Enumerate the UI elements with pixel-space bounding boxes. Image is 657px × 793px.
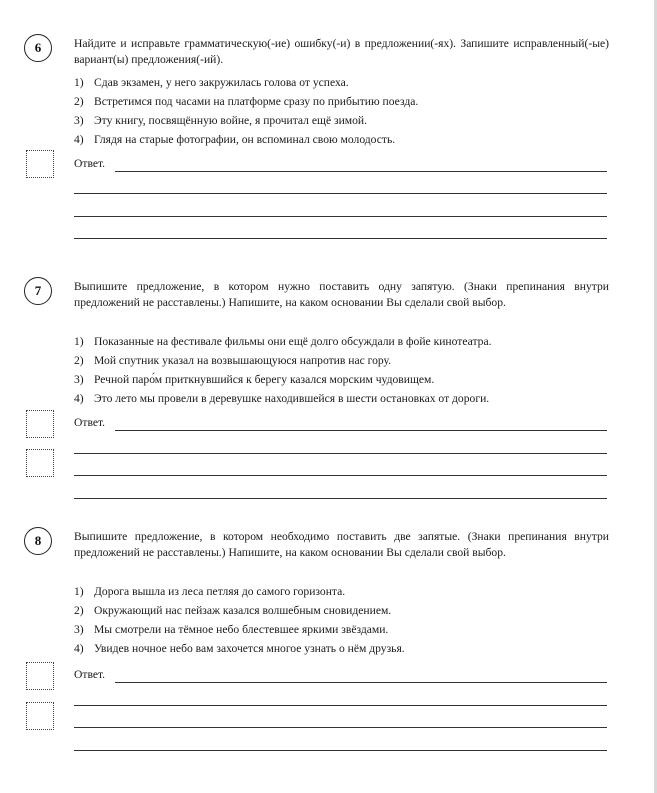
answer-line[interactable] [74, 475, 607, 476]
score-box[interactable] [26, 410, 54, 438]
task-prompt: Найдите и исправьте грамматическую(-ие) ошибку(-и) в предложении(-ях). Запишите исправленный(-ые) вариант(ы) предложения(-ий). [74, 37, 609, 66]
answer-line[interactable] [74, 727, 607, 728]
answer-label: Ответ. [74, 157, 106, 170]
score-box[interactable] [26, 150, 54, 178]
answer-line[interactable] [74, 193, 607, 194]
option-item: 1) Сдав экзамен, у него закружилась голова от успеха. [74, 76, 349, 89]
option-item: 1) Дорога вышла из леса петляя до самого горизонта. [74, 585, 346, 598]
option-item: 4) Глядя на старые фотографии, он вспоминал свою молодость. [74, 133, 396, 146]
option-list [74, 582, 614, 658]
answer-line[interactable] [74, 498, 607, 499]
answer-line[interactable] [74, 453, 607, 454]
option-item: 2) Встретимся под часами на платформе сразу по прибытию поезда. [74, 95, 419, 108]
answer-line[interactable] [74, 238, 607, 239]
option-item: 3) Речной паро́м приткнувшийся к берегу казался морским чудовищем. [74, 373, 435, 386]
score-box[interactable] [26, 702, 54, 730]
answer-line[interactable] [115, 430, 607, 431]
answer-line[interactable] [115, 682, 607, 683]
option-item: 3) Мы смотрели на тёмное небо блестевшее яркими звёздами. [74, 623, 389, 636]
option-item: 4) Увидев ночное небо вам захочется многое узнать о нём друзья. [74, 642, 405, 655]
answer-line[interactable] [74, 216, 607, 217]
option-item: 2) Окружающий нас пейзаж казался волшебным сновидением. [74, 604, 392, 617]
option-list [74, 332, 614, 408]
answer-line[interactable] [74, 705, 607, 706]
option-item: 4) Это лето мы провели в деревушке находившейся в шести остановках от дороги. [74, 392, 490, 405]
task-number: 8 [24, 527, 52, 555]
task-prompt: Выпишите предложение, в котором нужно поставить одну запятую. (Знаки препинания внутри предложений не расставлены.) Напишите, на каком основании Вы сделали свой выбор. [74, 280, 609, 309]
answer-label: Ответ. [74, 416, 106, 429]
option-item: 2) Мой спутник указал на возвышающуюся напротив нас гору. [74, 354, 392, 367]
option-list [74, 73, 614, 149]
option-item: 3) Эту книгу, посвящённую войне, я прочитал ещё зимой. [74, 114, 368, 127]
answer-line[interactable] [115, 171, 607, 172]
score-box[interactable] [26, 449, 54, 477]
task-number: 7 [24, 277, 52, 305]
score-box[interactable] [26, 662, 54, 690]
task-number: 6 [24, 34, 52, 62]
answer-label: Ответ. [74, 668, 106, 681]
answer-line[interactable] [74, 750, 607, 751]
task-prompt: Выпишите предложение, в котором необходимо поставить две запятые. (Знаки препинания внутри предложений не расставлены.) Напишите, на каком основании Вы сделали свой выбор. [74, 530, 609, 559]
option-item: 1) Показанные на фестивале фильмы они ещё долго обсуждали в фойе кинотеатра. [74, 335, 492, 348]
